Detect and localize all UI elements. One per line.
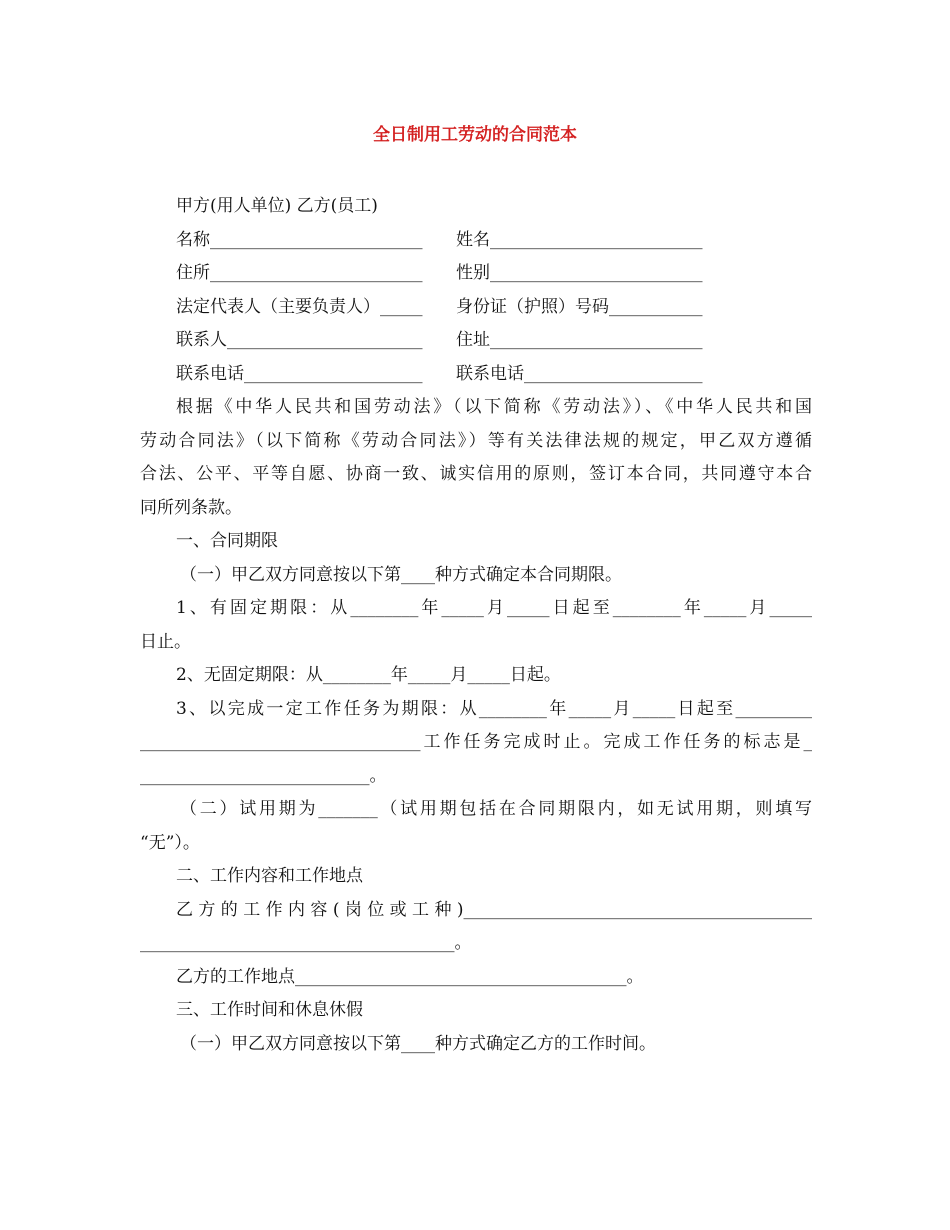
section-2-heading: 二、工作内容和工作地点: [176, 866, 363, 886]
term-option-3-end: ___________________________。: [140, 765, 387, 786]
trial-period-clause-end: “无”）。: [140, 832, 200, 853]
preamble-line-2: 劳动合同法》（以下简称《劳动合同法》）等有关法律法规的规定，甲乙双方遵循: [140, 430, 812, 451]
party-a-contact-field: 联系人_______________________: [176, 330, 423, 350]
section-3-heading: 三、工作时间和休息休假: [176, 1000, 363, 1020]
preamble-line-3: 合法、公平、平等自愿、协商一致、诚实信用的原则，签订本合同，共同遵守本合: [140, 464, 812, 484]
work-location-field: 乙方的工作地点_______________________________________。: [176, 966, 644, 987]
trial-period-clause: （二）试用期为_______（试用期包括在合同期限内，如无试用期，则填写: [180, 799, 812, 819]
party-a-name-field: 名称_________________________: [176, 229, 423, 250]
party-row-name: [140, 224, 812, 258]
party-b-phone-field: 联系电话_____________________: [456, 363, 703, 384]
party-a-phone-field: 联系电话_____________________: [176, 363, 423, 384]
parties-header: 甲方(用人单位) 乙方(员工): [176, 196, 378, 216]
work-content-field-end: _____________________________________。: [140, 933, 472, 953]
party-row-address: [140, 257, 812, 291]
document-body: [140, 190, 812, 1061]
section-1-clause-1: （一）甲乙双方同意按以下第____种方式确定本合同期限。: [180, 564, 622, 585]
party-row-representative: [140, 291, 812, 325]
term-option-1-end: 日止。: [140, 631, 191, 652]
document-title: 全日制用工劳动的合同范本: [373, 125, 577, 145]
party-b-id-field: 身份证（护照）号码___________: [456, 296, 703, 317]
preamble-line-4: 同所列条款。: [140, 497, 242, 518]
section-1-heading: 一、合同期限: [176, 531, 278, 551]
term-option-3: 3、以完成一定工作任务为期限：从________年_____月_____日起至_________: [176, 698, 812, 719]
term-option-3-cont: _________________________________工作任务完成时止。完成工作任务的标志是_: [140, 732, 812, 752]
work-content-field: 乙方的工作内容(岗位或工种)_________________________________________: [176, 899, 812, 920]
party-b-gender-field: 性别_________________________: [456, 263, 703, 283]
term-option-2: 2、无固定期限：从________年_____月_____日起。: [176, 665, 561, 685]
party-a-address-field: 住所_________________________: [176, 263, 423, 283]
party-row-phone: [140, 358, 812, 392]
party-b-name-field: 姓名_________________________: [456, 229, 703, 250]
party-b-residence-field: 住址_________________________: [456, 330, 703, 350]
term-option-1: 1、有固定期限：从________年_____月_____日起至________年_____月_____: [176, 598, 812, 618]
party-a-representative-field: 法定代表人（主要负责人）_____: [176, 296, 423, 317]
preamble-line-1: 根据《中华人民共和国劳动法》（以下简称《劳动法》）、《中华人民共和国: [176, 397, 812, 417]
section-3-clause-1: （一）甲乙双方同意按以下第____种方式确定乙方的工作时间。: [180, 1033, 656, 1054]
party-row-contact: [140, 324, 812, 358]
